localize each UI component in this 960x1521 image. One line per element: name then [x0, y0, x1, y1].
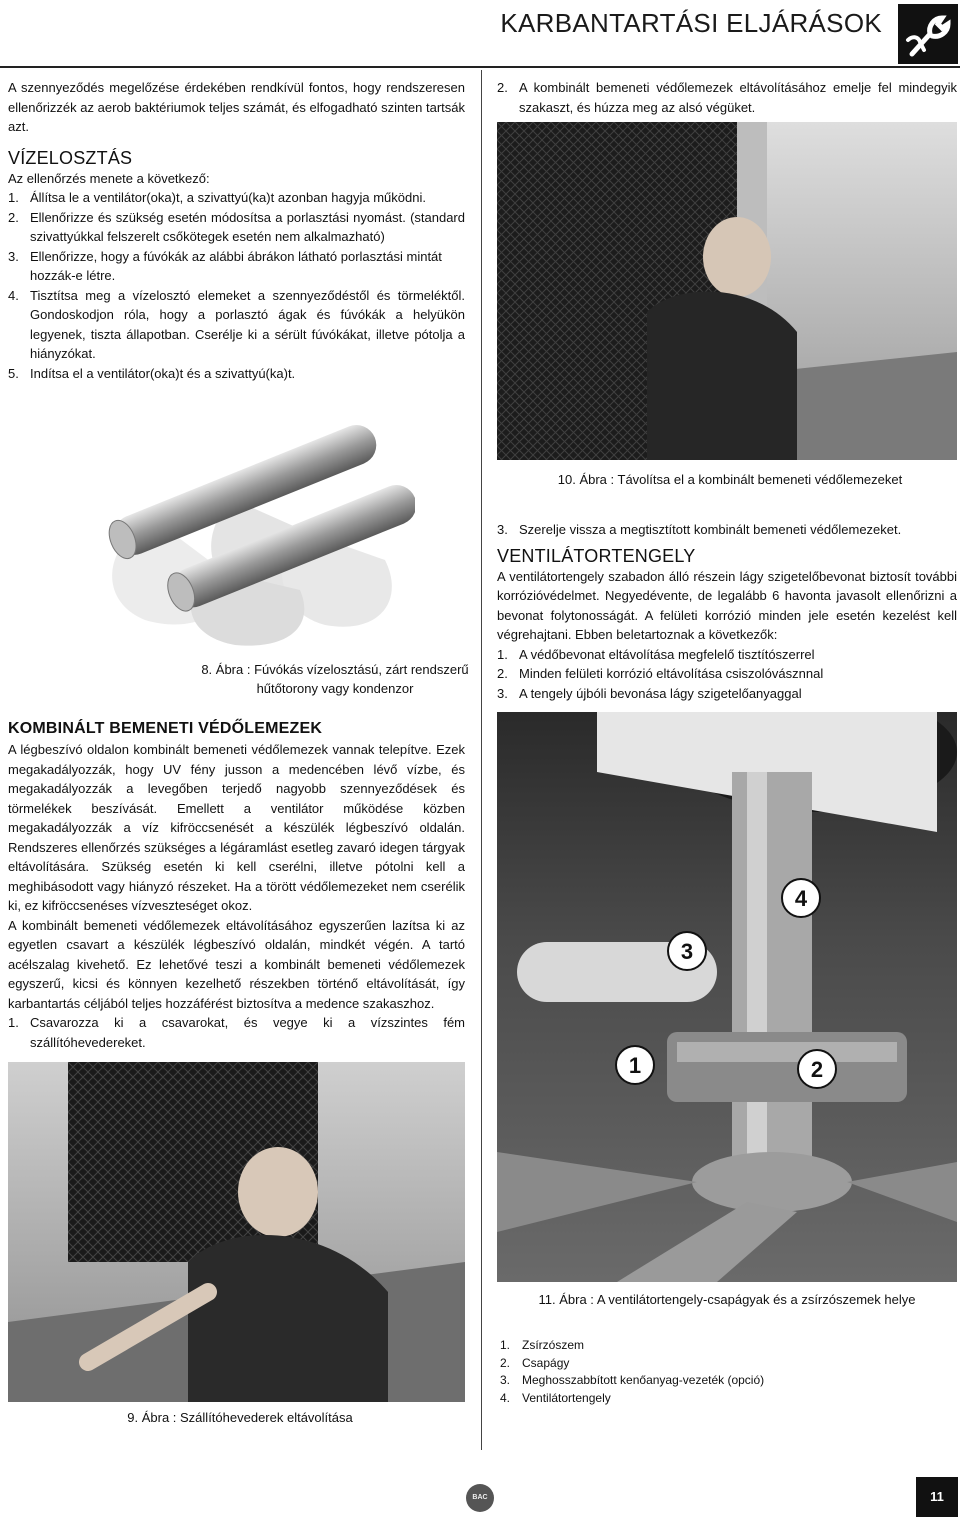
- intro-paragraph: A szennyeződés megelőzése érdekében rendkívül fontos, hogy rendszeresen ellenőrizzék az aerob baktériumok teljes számát, és elfogadható szinten tartsák azt.: [8, 80, 465, 134]
- right-column: [497, 78, 957, 117]
- ventilator-steps: [497, 645, 957, 704]
- figure-8-caption: 8. Ábra : Fúvókás vízelosztású, zárt rendszerű hűtőtorony vagy kondenzor: [201, 662, 469, 696]
- page-header-title: KARBANTARTÁSI ELJÁRÁSOK: [500, 8, 882, 38]
- kombinalt-paragraph-1: A légbeszívó oldalon kombinált bemeneti védőlemezek vannak telepítve. Ezek megakadályozzák, hogy UV fény jusson a medencében lévő vízbe, és megakadályozzák a levegőben terjedő nagyobb szennyeződések és törmelékek beszívását. Emellett a ventilátor működése közben megakadályozzák a víz kifröccsenését a készülék légbeszívó oldalán. Rendszeres ellenőrzés szükséges a légáramlást esetleg zavaró idegen tárgyak eltávolítására. Szükség esetén ki kell cserélni, illetve pótolni kell a meghibásodott vagy hiányzó részeket. Ha a törött védőlemezeket nem cserélik ki, ez kifröccsenéses vízveszteséget okoz.: [8, 742, 465, 913]
- kombinalt-steps: [8, 1013, 465, 1052]
- list-item: 2. Minden felületi korrózió eltávolítása csiszolóvásznnal: [497, 666, 824, 681]
- figure-8-nozzle-illustration: [85, 410, 415, 650]
- figure-11-photo: [497, 712, 957, 1282]
- figure-10-photo: [497, 122, 957, 460]
- figure-11-label-4: 4: [794, 886, 808, 911]
- page-number: 11: [916, 1477, 958, 1517]
- ventilator-paragraph: A ventilátortengely szabadon álló részein lágy szigetelőbevonat biztosít további korrózióvédelmet. Negyedévente, de legalább 6 havonta javasolt ellenőrizni a bevonat folytonosságát. A felületi korrózió minden jele esetén kezelést kell végrehajtani. Ebben beletartoznak a következők:: [497, 568, 957, 642]
- list-item: 1. Csavarozza ki a csavarokat, és vegye ki a vízszintes fém szállítóhevedereket.: [8, 1015, 465, 1050]
- kombinalt-step-3: [497, 520, 957, 540]
- list-item: 3. Meghosszabbított kenőanyag-vezeték (opció): [500, 1373, 765, 1387]
- column-divider: [481, 70, 482, 1450]
- figure-11-caption: 11. Ábra : A ventilátortengely-csapágyak és a zsírzószemek helye: [538, 1292, 916, 1307]
- kombinalt-section: [8, 718, 465, 1052]
- figure-11-label-3: 3: [680, 939, 694, 964]
- list-item: 5. Indítsa el a ventilátor(oka)t és a szivattyú(ka)t.: [8, 365, 296, 381]
- list-item: 2. A kombinált bemeneti védőlemezek eltávolításához emelje fel mindegyik szakaszt, és húzza meg az alsó végüket.: [497, 80, 957, 115]
- wrench-hand-icon: [898, 4, 958, 64]
- header-rule: [0, 66, 960, 68]
- list-item: 1. Állítsa le a ventilátor(oka)t, a szivattyú(ka)t azonban hagyja működni.: [8, 190, 426, 205]
- list-item: 1. Zsírzószem: [500, 1338, 585, 1352]
- list-item: 4. Tisztítsa meg a vízelosztó elemeket a szennyeződéstől és törmeléktől. Gondoskodjon róla, hogy a porlasztó ágak és fúvókák a helyükön legyenek, tiszta állapotban. Cserélje ki a sérült fúvókákat, illetve pótolja a hiányzókat.: [8, 287, 465, 361]
- list-item: 2. Ellenőrizze és szükség esetén módosítsa a porlasztási nyomást. (standard szivattyúkkal felszerelt csőkötegek esetén nem alkalmazható): [8, 209, 465, 244]
- section-heading-kombinalt: KOMBINÁLT BEMENETI VÉDŐLEMEZEK: [8, 720, 323, 737]
- vizelosztas-steps: [8, 188, 465, 383]
- vizelosztas-lead: Az ellenőrzés menete a következő:: [8, 170, 210, 186]
- kombinalt-paragraph-2: A kombinált bemeneti védőlemezek eltávolításához egyszerűen lazítsa ki az egyetlen csavart a készülék légbeszívó oldalán, mindkét végén. A tartó acélszalag kivehető. Ez lehetővé teszi a kombinált bemeneti védőlemezek egyszerű, kicsi és könnyen kezelhető részekben történő eltávolítását, így karbantartás céljából teljes hozzáférést biztosítva a medence szakaszhoz.: [8, 917, 465, 1011]
- figure-11-legend: [500, 1337, 764, 1407]
- section-heading-ventilator: VENTILÁTORTENGELY: [497, 545, 696, 566]
- list-item: 3. Ellenőrizze, hogy a fúvókák az alábbi ábrákon látható porlasztási mintát hozzák-e létre.: [8, 248, 442, 283]
- kombinalt-steps-cont: [497, 78, 957, 117]
- bac-logo: BAC: [466, 1484, 494, 1512]
- list-item: 3. Szerelje vissza a megtisztított kombinált bemeneti védőlemezeket.: [497, 522, 902, 537]
- list-item: 4. Ventilátortengely: [500, 1390, 611, 1405]
- section-heading-vizelosztas: VÍZELOSZTÁS: [8, 147, 133, 168]
- list-item: 1. A védőbevonat eltávolítása megfelelő tisztítószerrel: [497, 646, 815, 662]
- left-column: [8, 78, 465, 383]
- list-item: 3. A tengely újbóli bevonása lágy szigetelőanyaggal: [497, 685, 802, 701]
- figure-11-label-2: 2: [810, 1057, 824, 1082]
- figure-9-photo: [8, 1062, 465, 1402]
- ventilator-section: [497, 520, 957, 703]
- figure-11-label-1: 1: [628, 1053, 642, 1078]
- list-item: 2. Csapágy: [500, 1355, 570, 1370]
- figure-10-caption: 10. Ábra : Távolítsa el a kombinált bemeneti védőlemezeket: [557, 472, 903, 487]
- figure-9-caption: 9. Ábra : Szállítóhevederek eltávolítása: [127, 1410, 353, 1425]
